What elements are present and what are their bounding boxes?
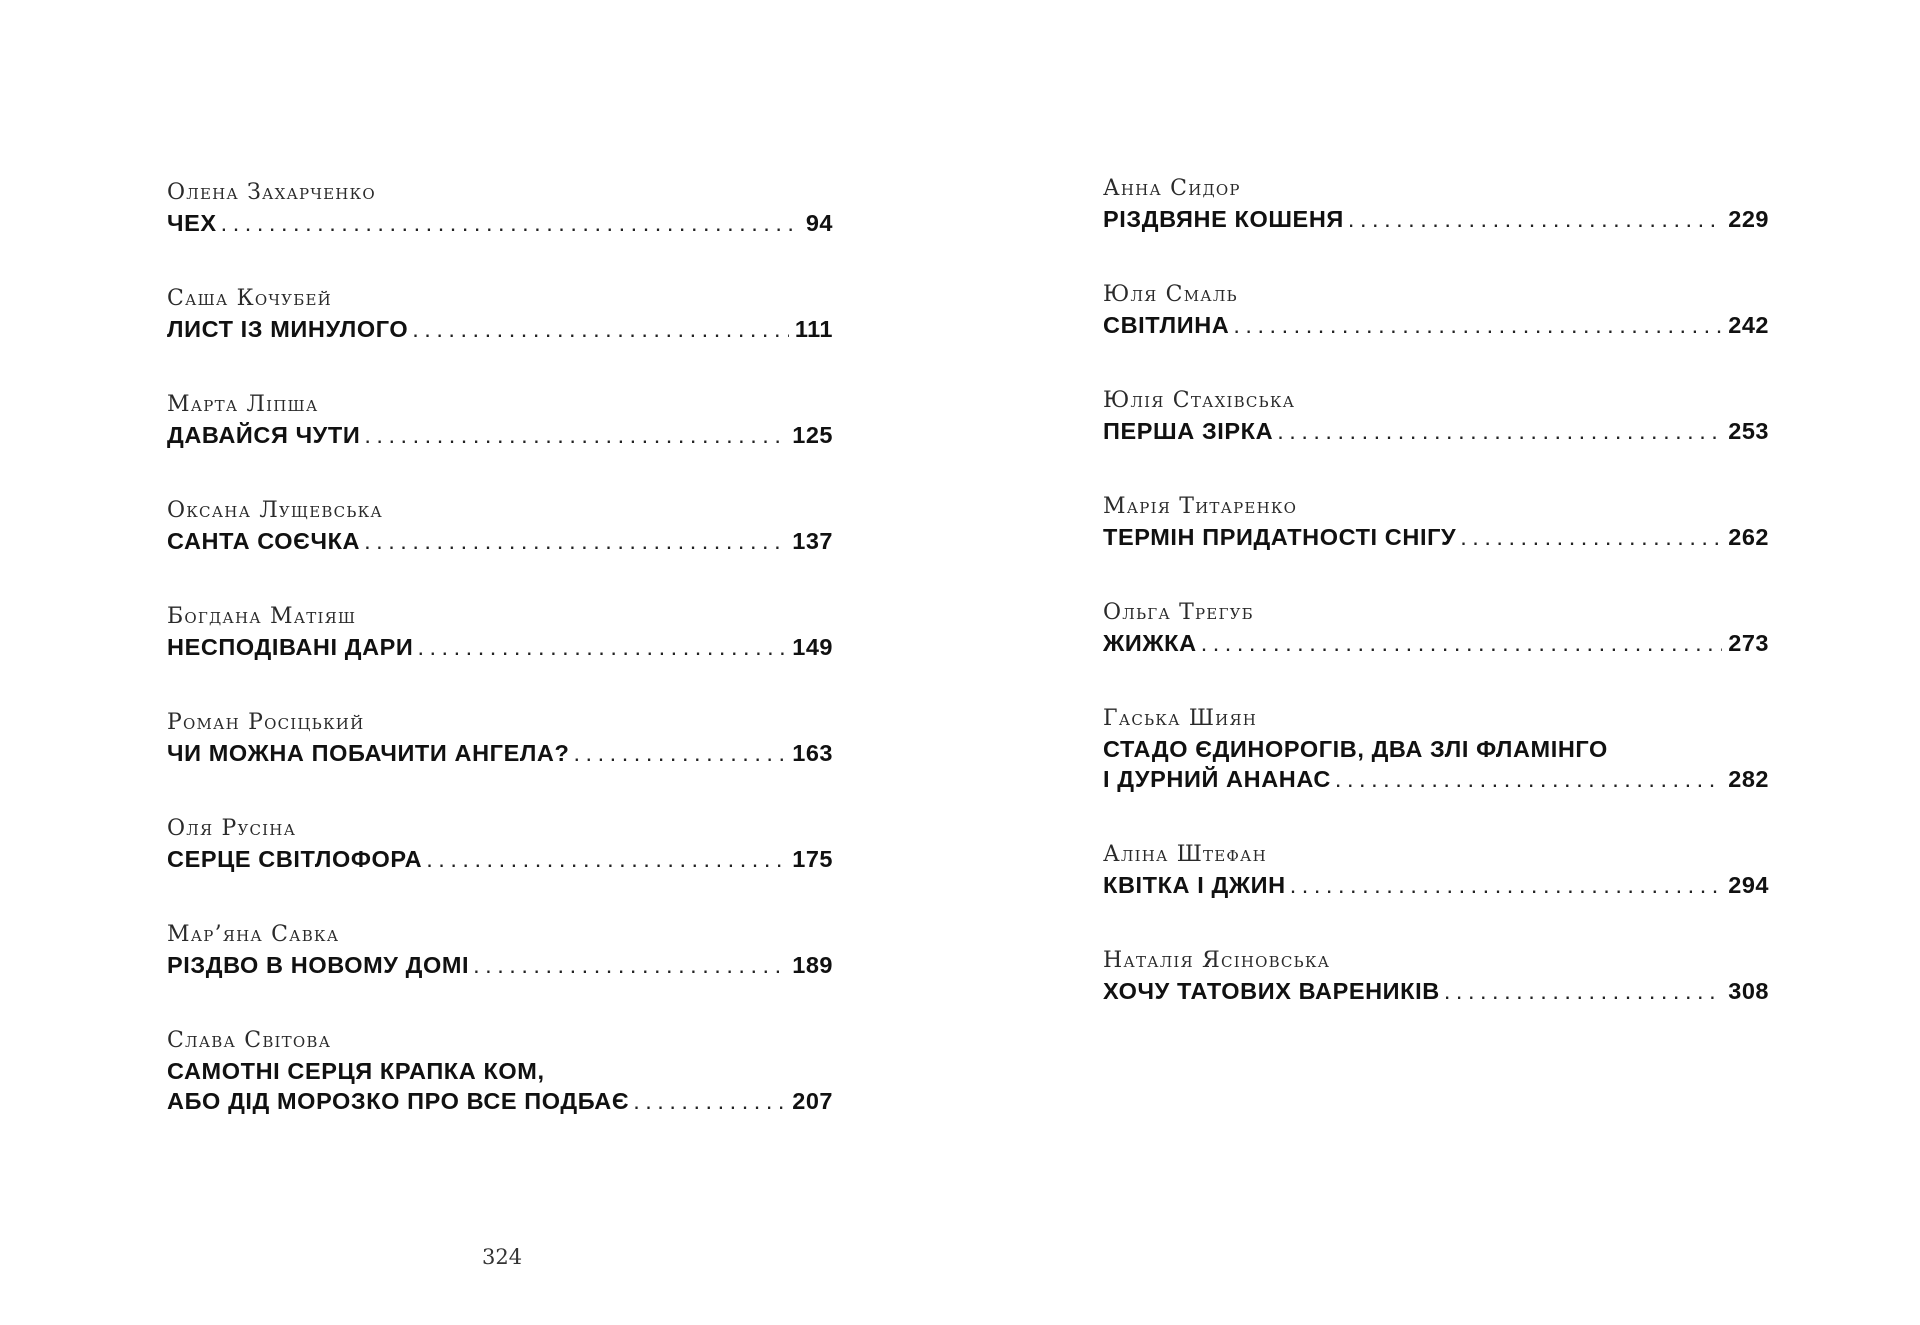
entry-page-number: 294 bbox=[1728, 872, 1769, 898]
entry-title: ХОЧУ ТАТОВИХ ВАРЕНИКІВ bbox=[1103, 978, 1440, 1004]
entry-title-line bbox=[1103, 310, 1769, 340]
dot-leader bbox=[1335, 764, 1722, 794]
entry-title: РІЗДВЯНЕ КОШЕНЯ bbox=[1103, 206, 1344, 232]
entry-title: ЧИ МОЖНА ПОБАЧИТИ АНГЕЛА? bbox=[167, 740, 570, 766]
entry-title-line bbox=[167, 1086, 833, 1116]
entry-page-number: 149 bbox=[792, 634, 833, 660]
entry-title-line bbox=[1103, 764, 1769, 794]
toc-left-column bbox=[167, 178, 833, 1132]
entry-title: ДАВАЙСЯ ЧУТИ bbox=[167, 422, 361, 448]
entry-title: ЛИСТ ІЗ МИНУЛОГО bbox=[167, 316, 409, 342]
entry-title-line bbox=[167, 526, 833, 556]
entry-title-line bbox=[1103, 416, 1769, 446]
toc-entry bbox=[167, 284, 833, 390]
entry-title: НЕСПОДІВАНІ ДАРИ bbox=[167, 634, 414, 660]
entry-page-number: 111 bbox=[794, 316, 833, 342]
dot-leader bbox=[417, 632, 786, 662]
entry-author: Марія Титаренко bbox=[1103, 494, 1298, 519]
toc-entry bbox=[1103, 840, 1769, 946]
toc-entry bbox=[1103, 280, 1769, 386]
toc-right-column bbox=[1103, 174, 1769, 1052]
toc-entry bbox=[167, 708, 833, 814]
entry-page-number: 207 bbox=[792, 1088, 833, 1114]
entry-title-line bbox=[1103, 204, 1769, 234]
entry-title: ТЕРМІН ПРИДАТНОСТІ СНІГУ bbox=[1103, 524, 1457, 550]
entry-author: Наталія Ясіновська bbox=[1103, 948, 1331, 973]
entry-author: Богдана Матіяш bbox=[167, 604, 357, 629]
entry-page-number: 189 bbox=[792, 952, 833, 978]
entry-author: Оля Русіна bbox=[167, 816, 297, 841]
dot-leader bbox=[1460, 522, 1722, 552]
entry-author: Олена Захарченко bbox=[167, 180, 376, 205]
entry-page-number: 94 bbox=[805, 210, 833, 236]
entry-title-line bbox=[167, 314, 833, 344]
dot-leader bbox=[1444, 976, 1722, 1006]
toc-entry bbox=[167, 496, 833, 602]
entry-page-number: 262 bbox=[1728, 524, 1769, 550]
dot-leader bbox=[1290, 870, 1723, 900]
dot-leader bbox=[1233, 310, 1722, 340]
entry-title: СВІТЛИНА bbox=[1103, 312, 1230, 338]
toc-entry bbox=[1103, 598, 1769, 704]
entry-title: САНТА СОЄЧКА bbox=[167, 528, 361, 554]
entry-title-line bbox=[1103, 976, 1769, 1006]
entry-title-first-line: СТАДО ЄДИНОРОГІВ, ДВА ЗЛІ ФЛАМІНГО bbox=[1103, 736, 1608, 762]
entry-title-line bbox=[167, 420, 833, 450]
entry-title: ЖИЖКА bbox=[1103, 630, 1197, 656]
entry-title-first-line: САМОТНІ СЕРЦЯ КРАПКА КОМ, bbox=[167, 1058, 545, 1084]
entry-title-line bbox=[1103, 628, 1769, 658]
toc-entry bbox=[1103, 492, 1769, 598]
toc-entry bbox=[167, 390, 833, 496]
entry-title: ЧЕХ bbox=[167, 210, 217, 236]
entry-page-number: 282 bbox=[1728, 766, 1769, 792]
entry-title-line bbox=[167, 738, 833, 768]
toc-entry bbox=[167, 814, 833, 920]
toc-entry bbox=[167, 178, 833, 284]
entry-title-line bbox=[167, 208, 833, 238]
entry-page-number: 163 bbox=[792, 740, 833, 766]
toc-entry bbox=[167, 920, 833, 1026]
entry-page-number: 229 bbox=[1728, 206, 1769, 232]
entry-author: Анна Сидор bbox=[1103, 176, 1241, 201]
entry-author: Юля Смаль bbox=[1103, 282, 1238, 307]
entry-page-number: 242 bbox=[1728, 312, 1769, 338]
dot-leader bbox=[426, 844, 786, 874]
dot-leader bbox=[573, 738, 786, 768]
dot-leader bbox=[1277, 416, 1722, 446]
entry-page-number: 253 bbox=[1728, 418, 1769, 444]
entry-author: Оксана Лущевська bbox=[167, 498, 383, 523]
entry-title-line bbox=[167, 632, 833, 662]
entry-page-number: 137 bbox=[792, 528, 833, 554]
dot-leader bbox=[221, 208, 800, 238]
dot-leader bbox=[364, 420, 786, 450]
dot-leader bbox=[473, 950, 786, 980]
entry-title: СЕРЦЕ СВІТЛОФОРА bbox=[167, 846, 423, 872]
entry-title: АБО ДІД МОРОЗКО ПРО ВСЕ ПОДБАЄ bbox=[167, 1088, 630, 1114]
entry-page-number: 273 bbox=[1728, 630, 1769, 656]
entry-title-line bbox=[1103, 522, 1769, 552]
entry-author: Юлія Стахівська bbox=[1103, 388, 1296, 413]
toc-entry bbox=[1103, 946, 1769, 1052]
dot-leader bbox=[633, 1086, 786, 1116]
toc-entry bbox=[1103, 704, 1769, 840]
toc-entry bbox=[1103, 174, 1769, 280]
entry-author: Гаська Шиян bbox=[1103, 706, 1258, 731]
entry-title: РІЗДВО В НОВОМУ ДОМІ bbox=[167, 952, 470, 978]
entry-author: Аліна Штефан bbox=[1103, 842, 1267, 867]
entry-title-line bbox=[167, 950, 833, 980]
entry-author: Ольга Трегуб bbox=[1103, 600, 1254, 625]
dot-leader bbox=[1348, 204, 1722, 234]
entry-title-line bbox=[1103, 870, 1769, 900]
entry-page-number: 125 bbox=[792, 422, 833, 448]
toc-entry bbox=[167, 1026, 833, 1132]
entry-author: Саша Кочубей bbox=[167, 286, 332, 311]
entry-title-line bbox=[167, 844, 833, 874]
entry-title: І ДУРНИЙ АНАНАС bbox=[1103, 766, 1331, 792]
entry-author: Марта Ліпша bbox=[167, 392, 319, 417]
entry-title: КВІТКА І ДЖИН bbox=[1103, 872, 1286, 898]
entry-page-number: 175 bbox=[792, 846, 833, 872]
entry-page-number: 308 bbox=[1728, 978, 1769, 1004]
page-number: 324 bbox=[482, 1245, 523, 1269]
dot-leader bbox=[364, 526, 786, 556]
entry-title: ПЕРША ЗІРКА bbox=[1103, 418, 1274, 444]
toc-entry bbox=[167, 602, 833, 708]
entry-author: Слава Світова bbox=[167, 1028, 332, 1053]
toc-entry bbox=[1103, 386, 1769, 492]
entry-author: Роман Росіцький bbox=[167, 710, 365, 735]
entry-author: Мар’яна Савка bbox=[167, 922, 340, 947]
dot-leader bbox=[1201, 628, 1723, 658]
dot-leader bbox=[412, 314, 789, 344]
